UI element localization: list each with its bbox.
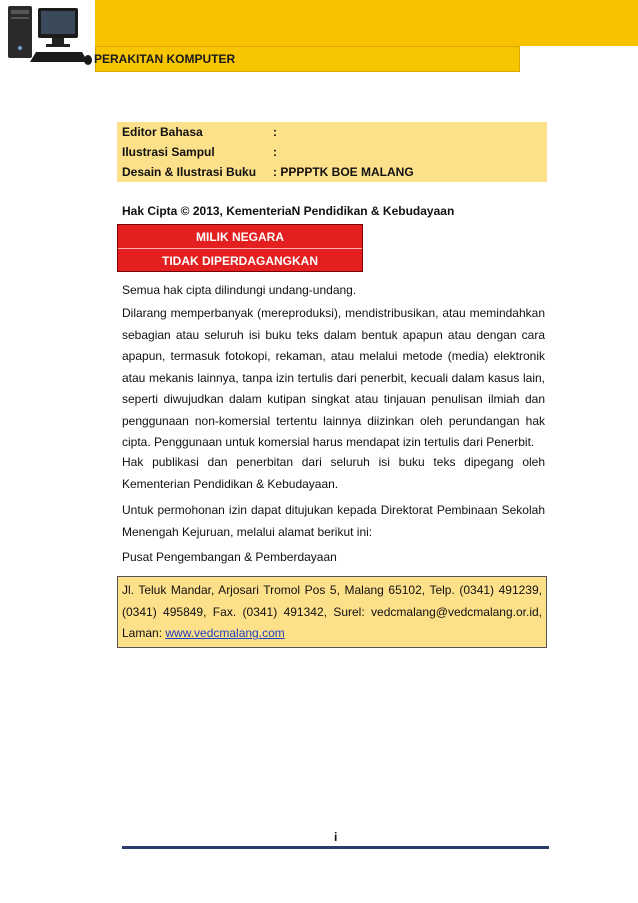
computer-icon xyxy=(0,0,95,72)
credit-label: Editor Bahasa xyxy=(122,125,203,139)
credit-row xyxy=(117,162,547,182)
address-text: Jl. Teluk Mandar, Arjosari Tromol Pos 5, Malang 65102, Telp. (0341) 491239, (0341) 495849, Fax. (0341) 491342, Surel: vedcmalang@vedcmalang.or.id, xyxy=(122,583,542,619)
paragraph-permission: Untuk permohonan izin dapat ditujukan kepada Direktorat Pembinaan Sekolah Menengah Kejuruan, melalui alamat berikut ini: xyxy=(122,503,545,539)
credit-label: Desain & Ilustrasi Buku xyxy=(122,165,257,179)
header-band xyxy=(95,0,638,46)
credit-value: : xyxy=(273,125,277,139)
credit-label: Ilustrasi Sampul xyxy=(122,145,215,159)
website-link[interactable]: www.vedcmalang.com xyxy=(165,626,285,640)
paragraph-center: Pusat Pengembangan & Pemberdayaan xyxy=(122,550,337,564)
credit-value: : xyxy=(273,145,277,159)
footer-rule xyxy=(122,846,549,849)
page-number: i xyxy=(334,830,338,844)
credit-row xyxy=(117,122,547,142)
website-label: Laman: xyxy=(122,626,166,640)
address-box xyxy=(117,576,547,648)
paragraph-prohibition: Dilarang memperbanyak (mereproduksi), mendistribusikan, atau memindahkan sebagian atau seluruh isi buku teks dalam bentuk apapun atau dengan cara apapun, termasuk fotokopi, rekaman, atau melalui metode (media) elektronik atau mekanis lainnya, tanpa izin tertulis dari penerbit, kecuali dalam kasus lain, seperti diwujudkan dalam kutipan singkat atau tinjauan penulisan ilmiah dan penggunaan non-komersial tertentu lainnya diizinkan oleh perundangan hak cipta. Penggunaan untuk komersial harus mendapat izin tertulis dari Penerbit. xyxy=(122,306,545,449)
logo xyxy=(0,0,95,72)
stamp-line-2: TIDAK DIPERDAGANGKAN xyxy=(162,253,318,268)
book-title: PERAKITAN KOMPUTER xyxy=(94,52,236,66)
credit-value: : PPPPTK BOE MALANG xyxy=(273,165,414,179)
credits-table xyxy=(117,122,547,182)
credit-row xyxy=(117,142,547,162)
paragraph-publication: Hak publikasi dan penerbitan dari seluruh isi buku teks dipegang oleh Kementerian Pendidikan & Kebudayaan. xyxy=(122,455,545,491)
paragraph-rights: Semua hak cipta dilindungi undang-undang. xyxy=(122,283,357,297)
stamp-line-1: MILIK NEGARA xyxy=(118,225,362,249)
copyright-line: Hak Cipta © 2013, KementeriaN Pendidikan & Kebudayaan xyxy=(122,204,455,218)
state-property-stamp xyxy=(117,224,363,272)
